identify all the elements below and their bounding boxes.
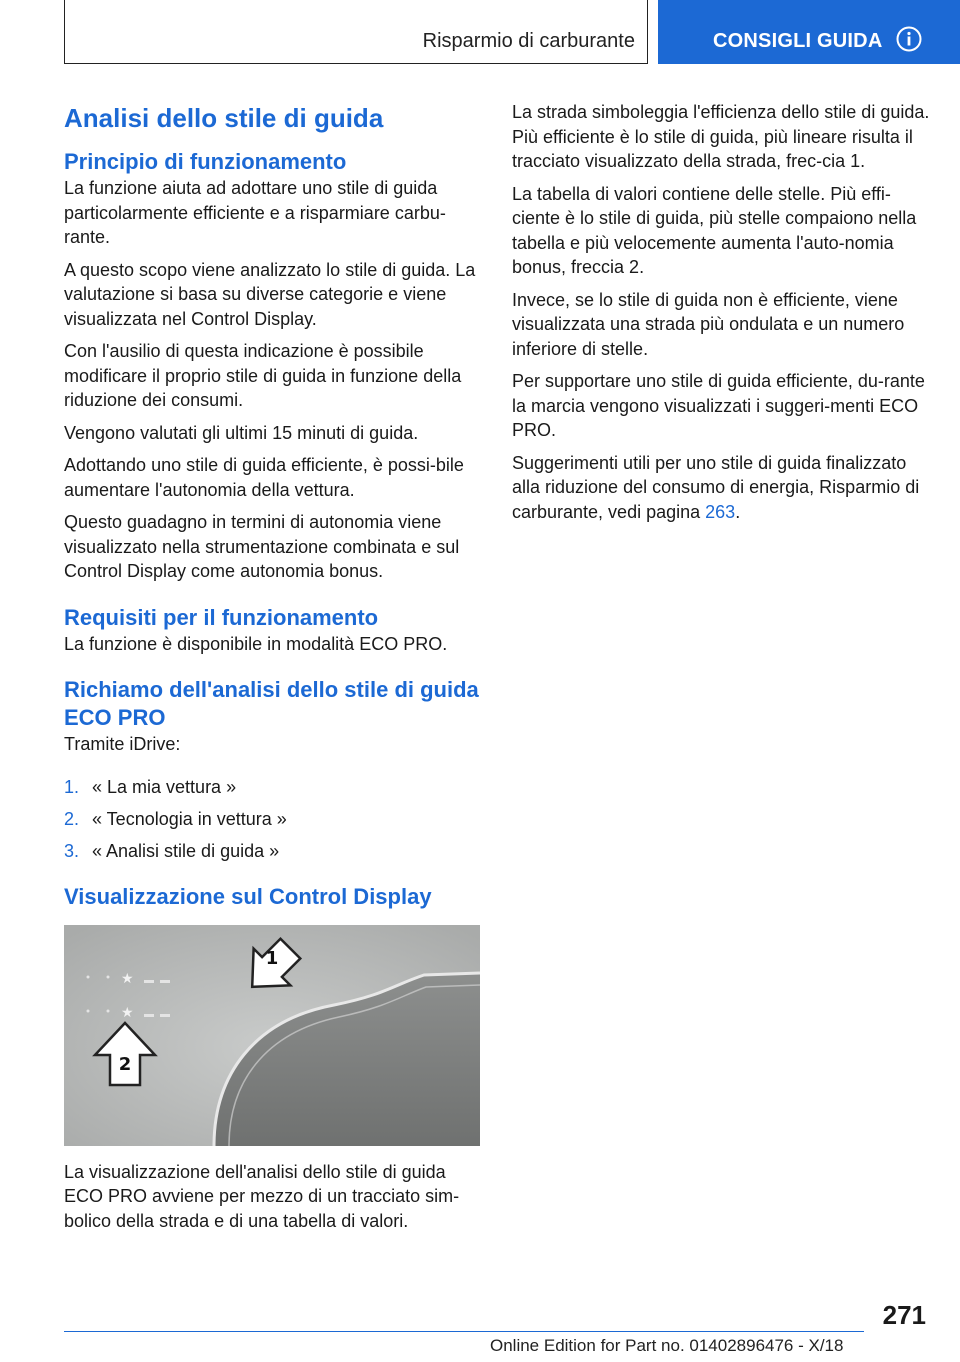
left-column bbox=[64, 100, 480, 1241]
list-item bbox=[64, 839, 480, 863]
header-chapter-title: CONSIGLI GUIDA bbox=[713, 30, 883, 52]
footer-divider bbox=[64, 1331, 864, 1332]
paragraph: Con l'ausilio di questa indicazione è possibile modificare il proprio stile di guida in funzione della riduzione dei consumi. bbox=[64, 341, 462, 410]
info-icon[interactable] bbox=[896, 26, 922, 52]
paragraph: Vengono valutati gli ultimi 15 minuti di guida. bbox=[64, 422, 419, 443]
svg-text:2: 2 bbox=[118, 1053, 132, 1075]
heading-requisiti: Requisiti per il funzionamento bbox=[64, 604, 379, 630]
road-illustration bbox=[64, 925, 480, 1146]
list-item bbox=[64, 775, 480, 799]
step-number: 2. bbox=[64, 808, 80, 829]
paragraph-text: Suggerimenti utili per uno stile di guida finalizzato alla riduzione del consumo di energia, Risparmio di carburante, vedi pagina bbox=[512, 452, 920, 522]
heading-visualizzazione: Visualizzazione sul Control Display bbox=[64, 883, 432, 909]
paragraph: La funzione aiuta ad adottare uno stile di guida particolarmente efficiente e a risparmiare carbu-rante. bbox=[64, 178, 446, 247]
svg-text:★: ★ bbox=[121, 1004, 134, 1021]
paragraph-with-link bbox=[512, 451, 932, 525]
step-number: 3. bbox=[64, 840, 80, 861]
page-number: 271 bbox=[882, 1300, 926, 1330]
control-display-illustration bbox=[64, 925, 480, 1146]
svg-text:★: ★ bbox=[121, 970, 134, 987]
header-section-title: Risparmio di carburante bbox=[422, 30, 635, 52]
figure-caption: La visualizzazione dell'analisi dello stile di guida ECO PRO avviene per mezzo di un tracciato sim-bolico della strada e di una tabella di valori. bbox=[64, 1161, 460, 1231]
step-number: 1. bbox=[64, 776, 80, 797]
paragraph-end: . bbox=[735, 501, 741, 522]
paragraph: Adottando uno stile di guida efficiente, è possi-bile aumentare l'autonomia della vettura. bbox=[64, 455, 464, 500]
paragraph: Per supportare uno stile di guida efficiente, du-rante la marcia vengono visualizzati i suggeri-menti ECO PRO. bbox=[512, 371, 925, 440]
paragraph: Invece, se lo stile di guida non è efficiente, viene visualizzata una strada più ondulata e un numero inferiore di stelle. bbox=[512, 289, 905, 359]
paragraph: La tabella di valori contiene delle stelle. Più effi-ciente è lo stile di guida, più stelle compaiono nella tabella e più velocemente aumenta l'auto-nomia bonus, freccia 2. bbox=[512, 183, 917, 277]
page-reference-link[interactable]: 263 bbox=[705, 501, 736, 522]
step-text: « Analisi stile di guida » bbox=[92, 840, 280, 861]
paragraph: Tramite iDrive: bbox=[64, 734, 181, 754]
paragraph: La funzione è disponibile in modalità ECO PRO. bbox=[64, 633, 448, 654]
svg-text:1: 1 bbox=[265, 947, 279, 969]
page-title: Analisi dello stile di guida bbox=[64, 103, 384, 133]
paragraph: A questo scopo viene analizzato lo stile di guida. La valutazione si basa su diverse categorie e viene visualizzata nel Control Display. bbox=[64, 259, 476, 329]
list-item bbox=[64, 807, 480, 831]
idrive-steps-list bbox=[64, 775, 480, 863]
header-chapter-tab[interactable] bbox=[658, 0, 960, 64]
header-section-box bbox=[64, 0, 648, 64]
paragraph: La strada simboleggia l'efficienza dello stile di guida. Più efficiente è lo stile di guida, più lineare risulta il tracciato visualizzato della strada, frec-cia 1. bbox=[512, 102, 930, 171]
right-column bbox=[512, 100, 932, 532]
step-text: « La mia vettura » bbox=[92, 776, 237, 797]
paragraph: Questo guadagno in termini di autonomia viene visualizzato nella strumentazione combinata e sul Control Display come autonomia bonus. bbox=[64, 512, 460, 581]
footer-edition: Online Edition for Part no. 01402896476 - X/18 bbox=[490, 1336, 844, 1355]
step-text: « Tecnologia in vettura » bbox=[92, 808, 287, 829]
heading-principio: Principio di funzionamento bbox=[64, 149, 347, 174]
heading-richiamo: Richiamo dell'analisi dello stile di guida ECO PRO bbox=[64, 677, 479, 730]
